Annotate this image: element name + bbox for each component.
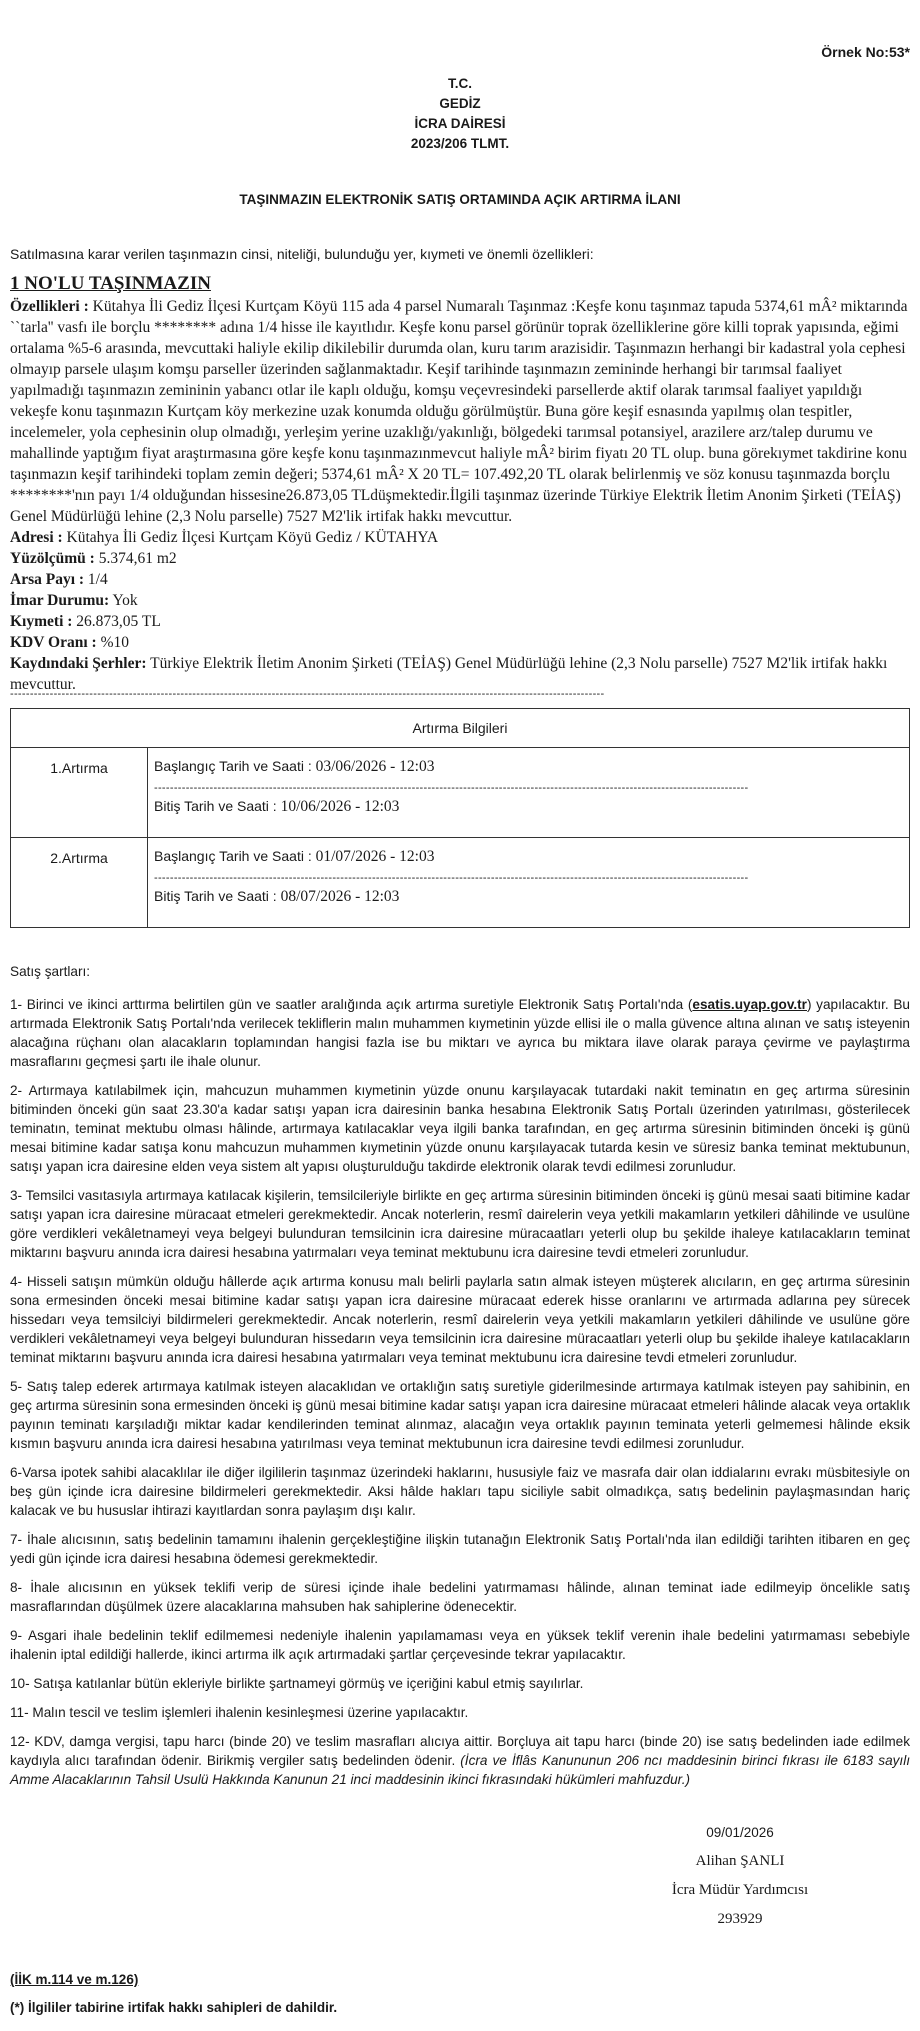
end-label: Bitiş Tarih ve Saati : xyxy=(154,888,281,904)
condition-10: 10- Satışa katılanlar bütün ekleriyle birlikte şartnameyi görmüş ve içeriğini kabul etmiş sayılırlar. xyxy=(10,1676,584,1691)
round-start xyxy=(154,848,905,866)
start-value: 01/07/2026 - 12:03 xyxy=(315,848,435,865)
end-value: 10/06/2026 - 12:03 xyxy=(280,798,400,815)
document-footer xyxy=(10,1966,337,2022)
property-value xyxy=(10,611,910,632)
value-label: Kıymeti : xyxy=(10,613,73,630)
header-file-no: 2023/206 TLMT. xyxy=(410,136,510,151)
vat-value: %10 xyxy=(96,634,129,651)
condition-12-note: (İcra ve İflâs Kanununun 206 ncı maddesinin birinci fıkrası ile 6183 sayılı Amme Alacaklarının Tahsil Usulü Hakkında Kanunun 21 inci maddesinin ikinci fıkrasındaki hükümleri mahfuzdur.) xyxy=(10,1753,910,1787)
start-label: Başlangıç Tarih ve Saati : xyxy=(154,848,316,864)
conditions-title: Satış şartları: xyxy=(10,964,91,979)
property-area xyxy=(10,548,910,569)
signer-name: Alihan ŞANLI xyxy=(695,1853,785,1869)
condition-2: 2- Artırmaya katılabilmek için, mahcuzun muhammen kıymetinin yüzde onunu karşılayacak tutardaki nakit teminatın en geç artırma süresinin bitiminden önceki gün saat 23.30'a kadar satışı yapan icra dairesinin banka hesabına Elektronik Satış Portalı üzerinden yatırılması, gösterilecek teminatın, teminat mektubu olması hâlinde, artırmaya katılacaklar veya ilgili banka tarafından, en geç artırma süresinin bitiminden önceki iş günü mesai bitimine kadar satışa konu mahcuzun muhammen kıymetinin yüzde onunu karşılayacak tutarda kesin ve süresiz banka teminat mektubunun, satışı yapan icra dairesine elden veya sistem alt yapısı oluşturulduğu takdirde elektronik olarak tevdi edilmesi zorunludur. xyxy=(10,1083,910,1174)
property-heading: 1 NO'LU TAŞINMAZIN xyxy=(10,273,211,294)
header-office: İCRA DAİRESİ xyxy=(414,116,506,131)
zoning-value: Yok xyxy=(109,592,138,609)
condition-8: 8- İhale alıcısının en yüksek teklifi verip de süresi içinde ihale bedelini yatırmaması hâlinde, alınan teminat iade edilmeyip öncelikle satış masraflarından düşülmek üzere alacaklarına mahsuben hak sahiplerine ödenecektir. xyxy=(10,1580,910,1614)
area-value: 5.374,61 m2 xyxy=(94,550,177,567)
round-separator: ------------------------------------------------------------------------------------------------------------------------------------------------------ xyxy=(154,872,749,884)
condition-1-text-a: 1- Birinci ve ikinci arttırma belirtilen gün ve saatler aralığında açık artırma suretiyle Elektronik Satış Portalı'nda ( xyxy=(10,997,693,1012)
area-label: Yüzölçümü : xyxy=(10,550,95,567)
condition-4: 4- Hisseli satışın mümkün olduğu hâllerde açık artırma konusu malı belirli paylarla satın almak isteyen müşterek alıcıların, en geç artırma süresinin sona ermesinden önceki mesai bitimine kadar satışı yapan icra dairesine müracaat ederek hisse oranlarını ve artırmada adlarına pey sürecek hissedarı veya temsilciyi bildirmeleri gerekmektedir. Ancak noterlerin, resmî dairelerin veya yetkili makamların yetkileri dâhilinde ve usulüne göre verdikleri vekâletnameyi veya belgeyi bulunduran hissedarın veya temsilcinin icra dairesine müracaatları yeterli olup bu şekilde ihaleye katılacakların teminat miktarını başvuru anında icra dairesi hesabına yatırmaları veya teminat mektubunu icra dairesine tevdi etmeleri zorunludur. xyxy=(10,1274,910,1365)
law-reference: (İİK m.114 ve m.126) xyxy=(10,1972,139,1987)
annotations-value: Türkiye Elektrik İletim Anonim Şirketi (TEİAŞ) Genel Müdürlüğü lehine (2,3 Nolu parselle) 7527 M2'lik irtifak hakkı mevcuttur. xyxy=(10,655,888,693)
zoning-label: İmar Durumu: xyxy=(10,592,110,609)
round-dates xyxy=(148,838,910,928)
property-vat xyxy=(10,632,910,653)
ornek-no: Örnek No:53* xyxy=(821,44,910,60)
header-tc: T.C. xyxy=(447,76,472,91)
auction-round-row xyxy=(11,748,910,838)
condition-1 xyxy=(10,995,910,1071)
start-value: 03/06/2026 - 12:03 xyxy=(315,758,435,775)
end-label: Bitiş Tarih ve Saati : xyxy=(154,798,281,814)
condition-3: 3- Temsilci vasıtasıyla artırmaya katılacak kişilerin, temsilcileriyle birlikte en geç artırma süresinin bitiminden önceki iş günü mesai saati bitimine kadar satışı yapan icra dairesine müracaat etmeleri gerekmektedir. Ancak noterlerin, resmî dairelerin veya yetkili makamların yetkileri dâhilinde ve usulüne göre verdikleri vekâletnameyi veya belgeyi bulunduran temsilcinin icra dairesine müracaatları yeterli olup bu şekilde ihaleye katılacakların teminat miktarını başvuru anında icra dairesi hesabına yatırmaları veya teminat mektubunu icra dairesine tevdi etmeleri zorunludur. xyxy=(10,1188,910,1260)
signer-title: İcra Müdür Yardımcısı xyxy=(671,1882,809,1898)
condition-9: 9- Asgari ihale bedelinin teklif edilmemesi nedeniyle ihalenin yapılamaması veya en yüksek teklif verenin ihale bedelini yatırmaması sebebiyle ihalenin iptal edildiği hallerde, ikinci artırma ilk açık artırmadaki şartlar çerçevesinde tekrar yapılacaktır. xyxy=(10,1628,910,1662)
property-features xyxy=(10,296,910,527)
round-start xyxy=(154,758,905,776)
condition-11: 11- Malın tescil ve teslim işlemleri ihalenin kesinleşmesi üzerine yapılacaktır. xyxy=(10,1705,469,1720)
round-separator: ------------------------------------------------------------------------------------------------------------------------------------------------------ xyxy=(154,782,749,794)
condition-12-text: 12- KDV, damga vergisi, tapu harcı (binde 20) ve teslim masrafları alıcıya aittir. Borçluya ait tapu harcı (binde 20) ise satış bedelinden iade edilmek kaydıyla alıcı tarafından ödenir. Birikmiş vergiler satış bedelinden ödenir. xyxy=(10,1734,910,1768)
end-value: 08/07/2026 - 12:03 xyxy=(280,888,400,905)
value-amount: 26.873,05 TL xyxy=(72,613,161,630)
condition-5: 5- Satış talep ederek artırmaya katılmak isteyen alacaklıdan ve ortaklığın satış suretiyle giderilmesinde artırmaya katılmak isteyen pay sahibinin, en geç artırma süresinin sona ermesinden önceki iş günü mesai bitimine kadar satışı yapan icra dairesine müracaat etmeleri hâlinde alacak veya ortaklık payının teminatı karşıladığı miktar kadar kendilerinden teminat alınmaz, alacağın veya ortaklık payının teminata yeterli gelmemesi hâlinde eksik kısmın başvuru anında icra dairesi hesabına yatırılması veya teminat mektubunun icra dairesine tevdi edilmesi zorunludur. xyxy=(10,1379,910,1451)
auction-table xyxy=(10,708,910,928)
round-end xyxy=(154,888,905,906)
footnote: (*) İlgililer tabirine irtifak hakkı sahipleri de dahildir. xyxy=(10,2000,338,2015)
property-zoning xyxy=(10,590,910,611)
vat-label: KDV Oranı : xyxy=(10,634,97,651)
address-label: Adresi : xyxy=(10,529,63,546)
announcement-title: TAŞINMAZIN ELEKTRONİK SATIŞ ORTAMINDA AÇIK ARTIRMA İLANI xyxy=(239,192,681,207)
condition-7: 7- İhale alıcısının, satış bedelinin tamamını ihalenin gerçekleştiğine ilişkin tutanağın Elektronik Satış Portalı'nda ilan edildiği tarihten itibaren en geç yedi gün içinde icra dairesi hesabına ödemesi gerekmektedir. xyxy=(10,1532,910,1566)
auction-table-header: Artırma Bilgileri xyxy=(11,709,910,748)
document-header xyxy=(10,74,910,154)
condition-12 xyxy=(10,1732,910,1789)
features-label: Özellikleri : xyxy=(10,298,89,315)
signature-date: 09/01/2026 xyxy=(706,1825,774,1840)
features-text: Kütahya İli Gediz İlçesi Kurtçam Köyü 115 ada 4 parsel Numaralı Taşınmaz :Keşfe konu taşınmaz tapuda 5374,61 mÂ² miktarında ``tarla'' vasfı ile borçlu ******** adına 1/4 hisse ile kayıtlıdır. Keşfe konu parsel görünür toprak özelliklerine göre killi toprak yapısında, eğimi ortalama %5-6 arasında, mevcuttaki haliyle ekilip dikilebilir durumda olan, kuru tarım arazisidir. Taşınmazın herhangi bir kadastral yola cephesi olmayıp parsele ulaşım komşu parseller üzerinden sağlanmaktadır. Keşif tarihinde taşınmazın zemininde herhangi bir tarımsal faaliyet yapılmadığı taşınmazın zemininin yabancı otlar ile kaplı olduğu, komşu veçevresindeki parsellerde aktif olarak tarımsal faaliyet yapıldığı vekeşfe konu taşınmazın Kurtçam köy merkezine uzak konumda olduğu görülmüştür. Buna göre keşif esnasında yapılmış olan tespitler, incelemeler, yola cephesinin olup olmadığı, yerleşim yerine uzaklığı/yakınlığı, bölgedeki tarımsal potansiyel, arazilere arz/talep durumu ve mahallinde yaptığım fiyat araştırmasına göre keşfe konu taşınmazınmevcut haliyle mÂ² birim fiyatı 20 TL olup. buna görekıymet takdirine konu taşınmazın keşif tarihindeki toplam zemin değeri; 5374,61 mÂ² X 20 TL= 107.492,20 TL olarak belirlenmiş ve söz konusu taşınmazda borçlu ********'nın payı 1/4 olduğundan hissesine26.873,05 TLdüşmektedir.İlgili taşınmaz üzerinde Türkiye Elektrik İletim Anonim Şirketi (TEİAŞ) Genel Müdürlüğü lehine (2,3 Nolu parselle) 7527 M2'lik irtifak hakkı mevcuttur. xyxy=(10,298,908,525)
property-address xyxy=(10,527,910,548)
round-label: 1.Artırma xyxy=(11,748,148,838)
sale-conditions xyxy=(10,962,910,1799)
round-label: 2.Artırma xyxy=(11,838,148,928)
round-end xyxy=(154,798,905,816)
esatis-link[interactable]: esatis.uyap.gov.tr xyxy=(692,997,807,1012)
share-value: 1/4 xyxy=(84,571,108,588)
start-label: Başlangıç Tarih ve Saati : xyxy=(154,758,316,774)
annotations-label: Kaydındaki Şerhler: xyxy=(10,655,147,672)
signature-block xyxy=(630,1818,850,1934)
address-value: Kütahya İli Gediz İlçesi Kurtçam Köyü Gediz / KÜTAHYA xyxy=(62,529,439,546)
condition-6: 6-Varsa ipotek sahibi alacaklılar ile diğer ilgililerin taşınmaz üzerindeki haklarını, hususiyle faiz ve masrafa dair olan iddialarını evrakı müsbitesiyle on beş gün içinde icra dairesine bildirmeleri gerekmektedir. Aksi hâlde hakları tapu siciliyle sabit olmadıkça, satış bedelinin paylaşmasından hariç kalacak ve bu hususlar ihtirazi kayıtlardan sonra paylaşım dışı kalır. xyxy=(10,1465,910,1518)
header-city: GEDİZ xyxy=(439,96,481,111)
signer-number: 293929 xyxy=(717,1911,763,1927)
property-section xyxy=(10,272,910,695)
condition-1-text-b: ) yapılacaktır. Bu artırmada Elektronik Satış Portalı'nda verilecek tekliflerin malın muhammen kıymetinin yüzde ellisi ile o malla güvence altına alınan ve satış isteyenin alacağına rüçhanı olan alacakların toplamından hangisi fazla ise bu miktarı ve ayrıca bu miktara ilave olarak paraya çevirme ve paylaştırma masraflarını geçmesi şartı ile ihale olunur. xyxy=(10,997,910,1069)
share-label: Arsa Payı : xyxy=(10,571,85,588)
round-dates xyxy=(148,748,910,838)
property-share xyxy=(10,569,910,590)
auction-round-row xyxy=(11,838,910,928)
separator-line: ------------------------------------------------------------------------------------------------------------------------------------------------------ xyxy=(10,688,605,700)
intro-text: Satılmasına karar verilen taşınmazın cinsi, niteliği, bulunduğu yer, kıymeti ve önemli özellikleri: xyxy=(10,246,594,262)
